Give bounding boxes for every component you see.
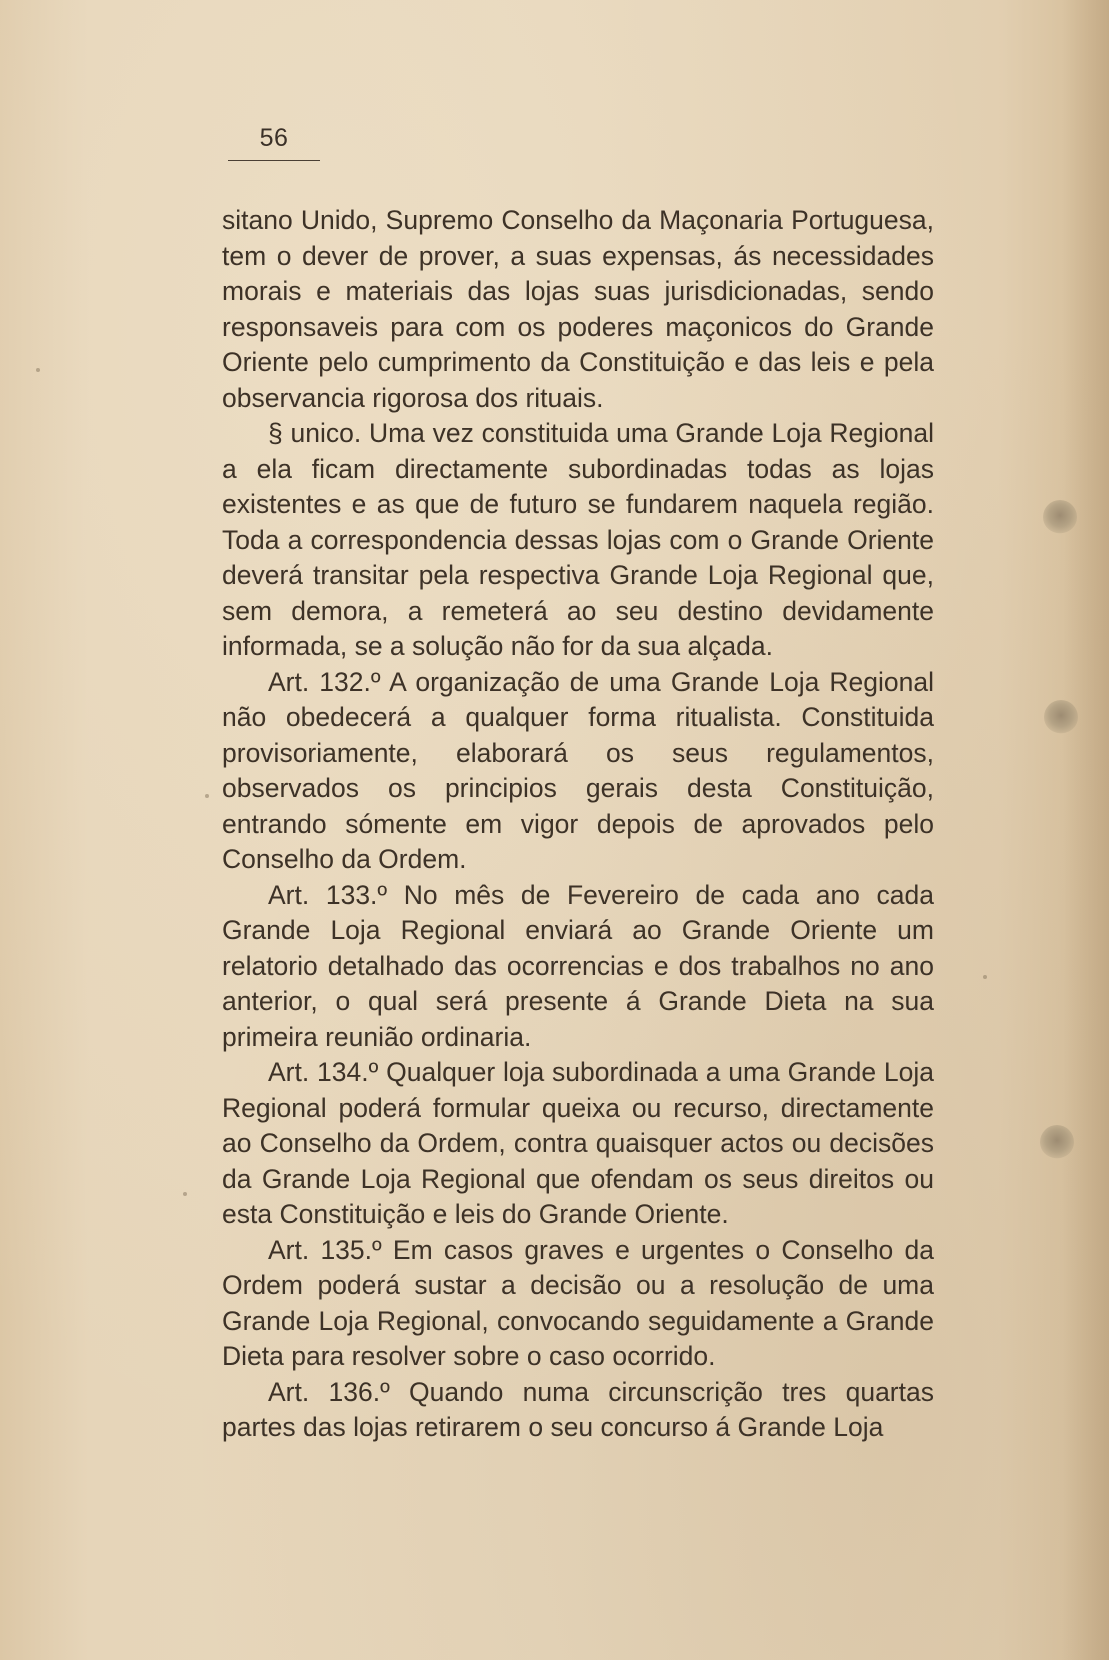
paragraph-art-133: Art. 133.º No mês de Fevereiro de cada ano cada Grande Loja Regional enviará ao Grande Oriente um relatorio detalhado das ocorrencias e dos trabalhos no ano anterior, o qual será presente á Grande Dieta na sua primeira reunião ordinaria.	[222, 879, 934, 1052]
paper-speck	[983, 975, 987, 979]
paper-speck	[36, 368, 40, 372]
page-edge-shadow	[1063, 0, 1109, 1660]
margin-stamp-mark	[1044, 700, 1078, 734]
page-number-rule	[228, 160, 320, 161]
paper-speck	[183, 1192, 187, 1196]
margin-stamp-mark	[1040, 1125, 1074, 1159]
paragraph-unico: § unico. Uma vez constituida uma Grande Loja Regional a ela ficam directamente subordinadas todas as lojas existentes e as que de futuro se fundarem naquela região. Toda a correspondencia dessas lojas com o Grande Oriente deverá transitar pela respectiva Grande Loja Regional que, sem demora, a remeterá ao seu destino devidamente informada, se a solução não for da sua alçada.	[222, 418, 934, 661]
page-number: 56	[259, 124, 289, 152]
paper-speck	[205, 794, 209, 798]
paragraph-art-132: Art. 132.º A organização de uma Grande Loja Regional não obedecerá a qualquer forma ritualista. Constituida provisoriamente, elaborará os seus regulamentos, observados os principios gerais desta Constituição, entrando sómente em vigor depois de aprovados pelo Conselho da Ordem.	[222, 666, 934, 874]
body-text	[222, 203, 934, 1446]
paragraph-art-136: Art. 136.º Quando numa circunscrição tres quartas partes das lojas retirarem o seu concurso á Grande Loja	[222, 1376, 934, 1442]
paragraph-art-135: Art. 135.º Em casos graves e urgentes o Conselho da Ordem poderá sustar a decisão ou a resolução de uma Grande Loja Regional, convocando seguidamente a Grande Dieta para resolver sobre o caso ocorrido.	[222, 1234, 934, 1371]
margin-stamp-mark	[1043, 500, 1077, 534]
paragraph-continuation: sitano Unido, Supremo Conselho da Maçonaria Portuguesa, tem o dever de prover, a suas expensas, ás necessidades morais e materiais das lojas suas jurisdicionadas, sendo responsaveis para com os poderes maçonicos do Grande Oriente pelo cumprimento da Constituição e das leis e pela observancia rigorosa dos rituais.	[222, 205, 934, 413]
paragraph-art-134: Art. 134.º Qualquer loja subordinada a uma Grande Loja Regional poderá formular queixa ou recurso, directamente ao Conselho da Ordem, contra quaisquer actos ou decisões da Grande Loja Regional que ofendam os seus direitos ou esta Constituição e leis do Grande Oriente.	[222, 1057, 934, 1229]
